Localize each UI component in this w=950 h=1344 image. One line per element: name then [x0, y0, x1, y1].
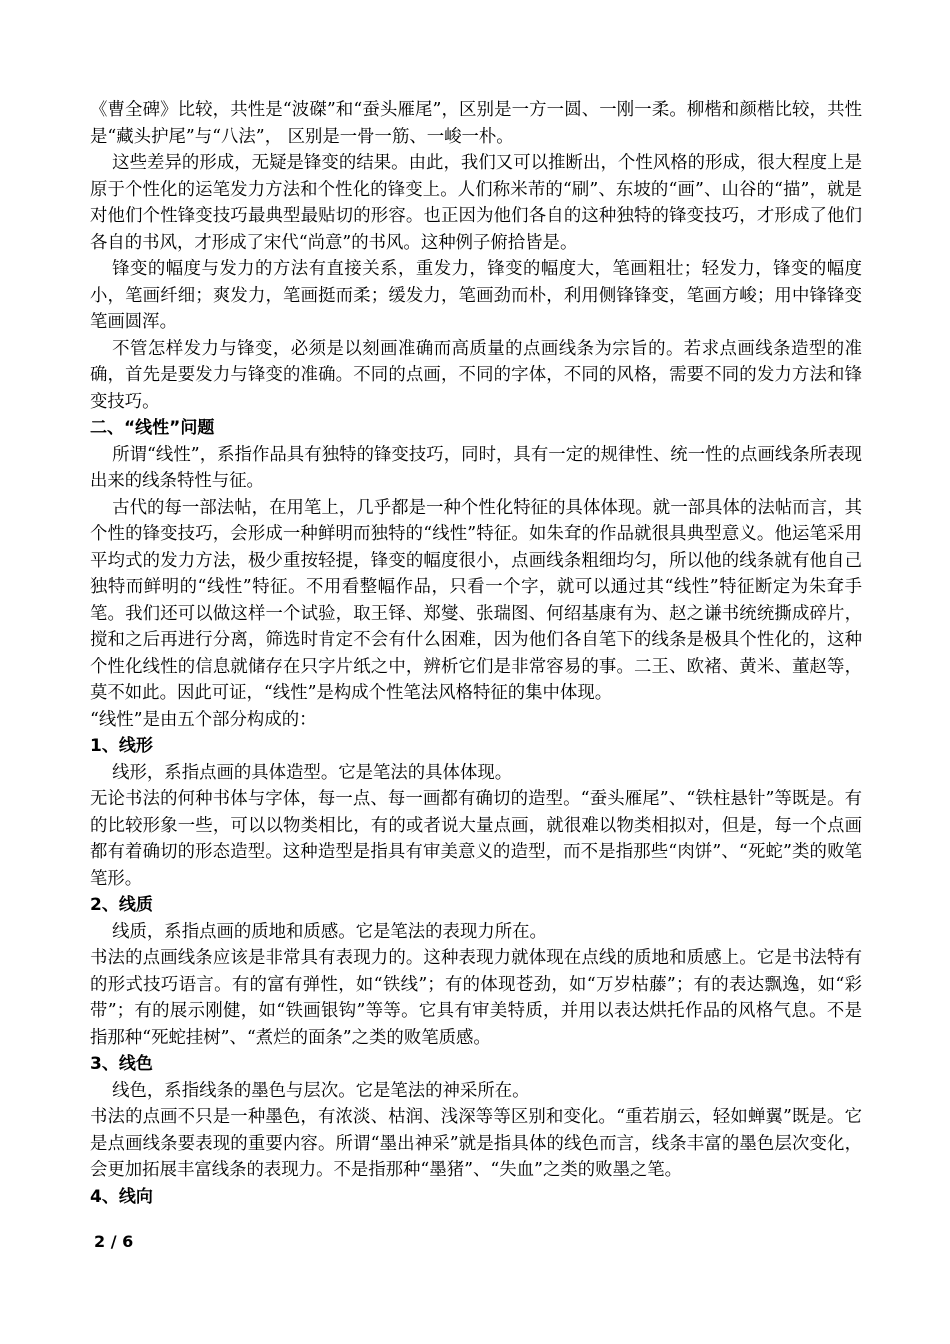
paragraph: 线形，系指点画的具体造型。它是笔法的具体体现。 [112, 762, 513, 783]
paragraph: 锋变的幅度与发力的方法有直接关系，重发力，锋变的幅度大，笔画粗壮；轻发力，锋变的幅度小，笔画纤细；爽发力，笔画挺而柔；缓发力，笔画劲而朴，利用侧锋锋变，笔画方峻；用中锋锋变笔画圆浑。 [90, 259, 862, 332]
page-number: 2 / 6 [94, 1232, 134, 1251]
subheading-line-direction: 4、线向 [90, 1186, 153, 1207]
paragraph: 书法的点画线条应该是非常具有表现力的。这种表现力就体现在点线的质地和质感上。它是书法特有的形式技巧语言。有的富有弹性，如“铁线”；有的体现苍劲，如“万岁枯藤”；有的表达飘逸，如“彩带”；有的展示刚健，如“铁画银钩”等等。它具有审美特质，并用以表达烘托作品的风格气息。不是指那种“死蛇挂树”、“煮烂的面条”之类的败笔质感。 [90, 948, 862, 1048]
document-body [90, 97, 862, 1210]
paragraph: “线性”是由五个部分构成的： [90, 709, 317, 730]
subheading-line-quality: 2、线质 [90, 895, 153, 915]
paragraph: 古代的每一部法帖，在用笔上，几乎都是一种个性化特征的具体体现。就一部具体的法帖而言，其个性的锋变技巧，会形成一种鲜明而独特的“线性”特征。如朱耷的作品就很具典型意义。他运笔采用平均式的发力方法，极少重按轻提，锋变的幅度很小，点画线条粗细均匀，所以他的线条就有他自己独特而鲜明的“线性”特征。不用看整幅作品，只看一个字，就可以通过其“线性”特征断定为朱耷手笔。我们还可以做这样一个试验，取王铎、郑燮、张瑞图、何绍基康有为、赵之谦书统统撕成碎片，搅和之后再进行分离，筛选时肯定不会有什么困难，因为他们各自笔下的线条是极具个性化的，这种个性化线性的信息就储存在只字片纸之中，辨析它们是非常容易的事。二王、欧褚、黄米、董赵等，莫不如此。因此可证，“线性”是构成个性笔法风格特征的集中体现。 [90, 497, 862, 703]
paragraph: 线质，系指点画的质地和质感。它是笔法的表现力所在。 [112, 921, 547, 942]
paragraph: 不管怎样发力与锋变，必须是以刻画准确而高质量的点画线条为宗旨的。若求点画线条造型的准确，首先是要发力与锋变的准确。不同的点画，不同的字体，不同的风格，需要不同的发力方法和锋变技巧。 [90, 338, 862, 412]
paragraph: 书法的点画不只是一种墨色，有浓淡、枯润、浅深等等区别和变化。“重若崩云，轻如蝉翼”既是。它是点画线条要表现的重要内容。所谓“墨出神采”就是指具体的线色而言，线条丰富的墨色层次变化，会更加拓展丰富线条的表现力。不是指那种“墨猪”、“失血”之类的败墨之笔。 [90, 1107, 862, 1180]
paragraph: 这些差异的形成，无疑是锋变的结果。由此，我们又可以推断出，个性风格的形成，很大程度上是原于个性化的运笔发力方法和个性化的锋变上。人们称米芾的“刷”、东坡的“画”、山谷的“描”，就是对他们个性锋变技巧最典型最贴切的形容。也正因为他们各自的这种独特的锋变技巧，才形成了他们各自的书风，才形成了宋代“尚意”的书风。这种例子俯拾皆是。 [90, 153, 862, 253]
paragraph: 所谓“线性”，系指作品具有独特的锋变技巧，同时，具有一定的规律性、统一性的点画线条所表现出来的线条特性与征。 [90, 444, 862, 491]
paragraph: 线色，系指线条的墨色与层次。它是笔法的神采所在。 [112, 1080, 530, 1101]
section-heading-linearity: 二、“线性”问题 [90, 418, 215, 438]
subheading-line-color: 3、线色 [90, 1054, 153, 1074]
subheading-line-shape: 1、线形 [90, 736, 153, 756]
paragraph: 无论书法的何种书体与字体，每一点、每一画都有确切的造型。“蚕头雁尾”、“铁柱悬针”等既是。有的比较形象一些，可以以物类相比，有的或者说大量点画，就很难以物类相拟对，但是，每一个点画都有着确切的形态造型。这种造型是指具有审美意义的造型，而不是指那些“肉饼”、“死蛇”类的败笔笔形。 [90, 789, 862, 889]
paragraph: 《曹全碑》比较，共性是“波磔”和“蚕头雁尾”，区别是一方一圆、一刚一柔。柳楷和颜楷比较，共性是“藏头护尾”与“八法”， 区别是一骨一筋、一峻一朴。 [90, 100, 862, 147]
